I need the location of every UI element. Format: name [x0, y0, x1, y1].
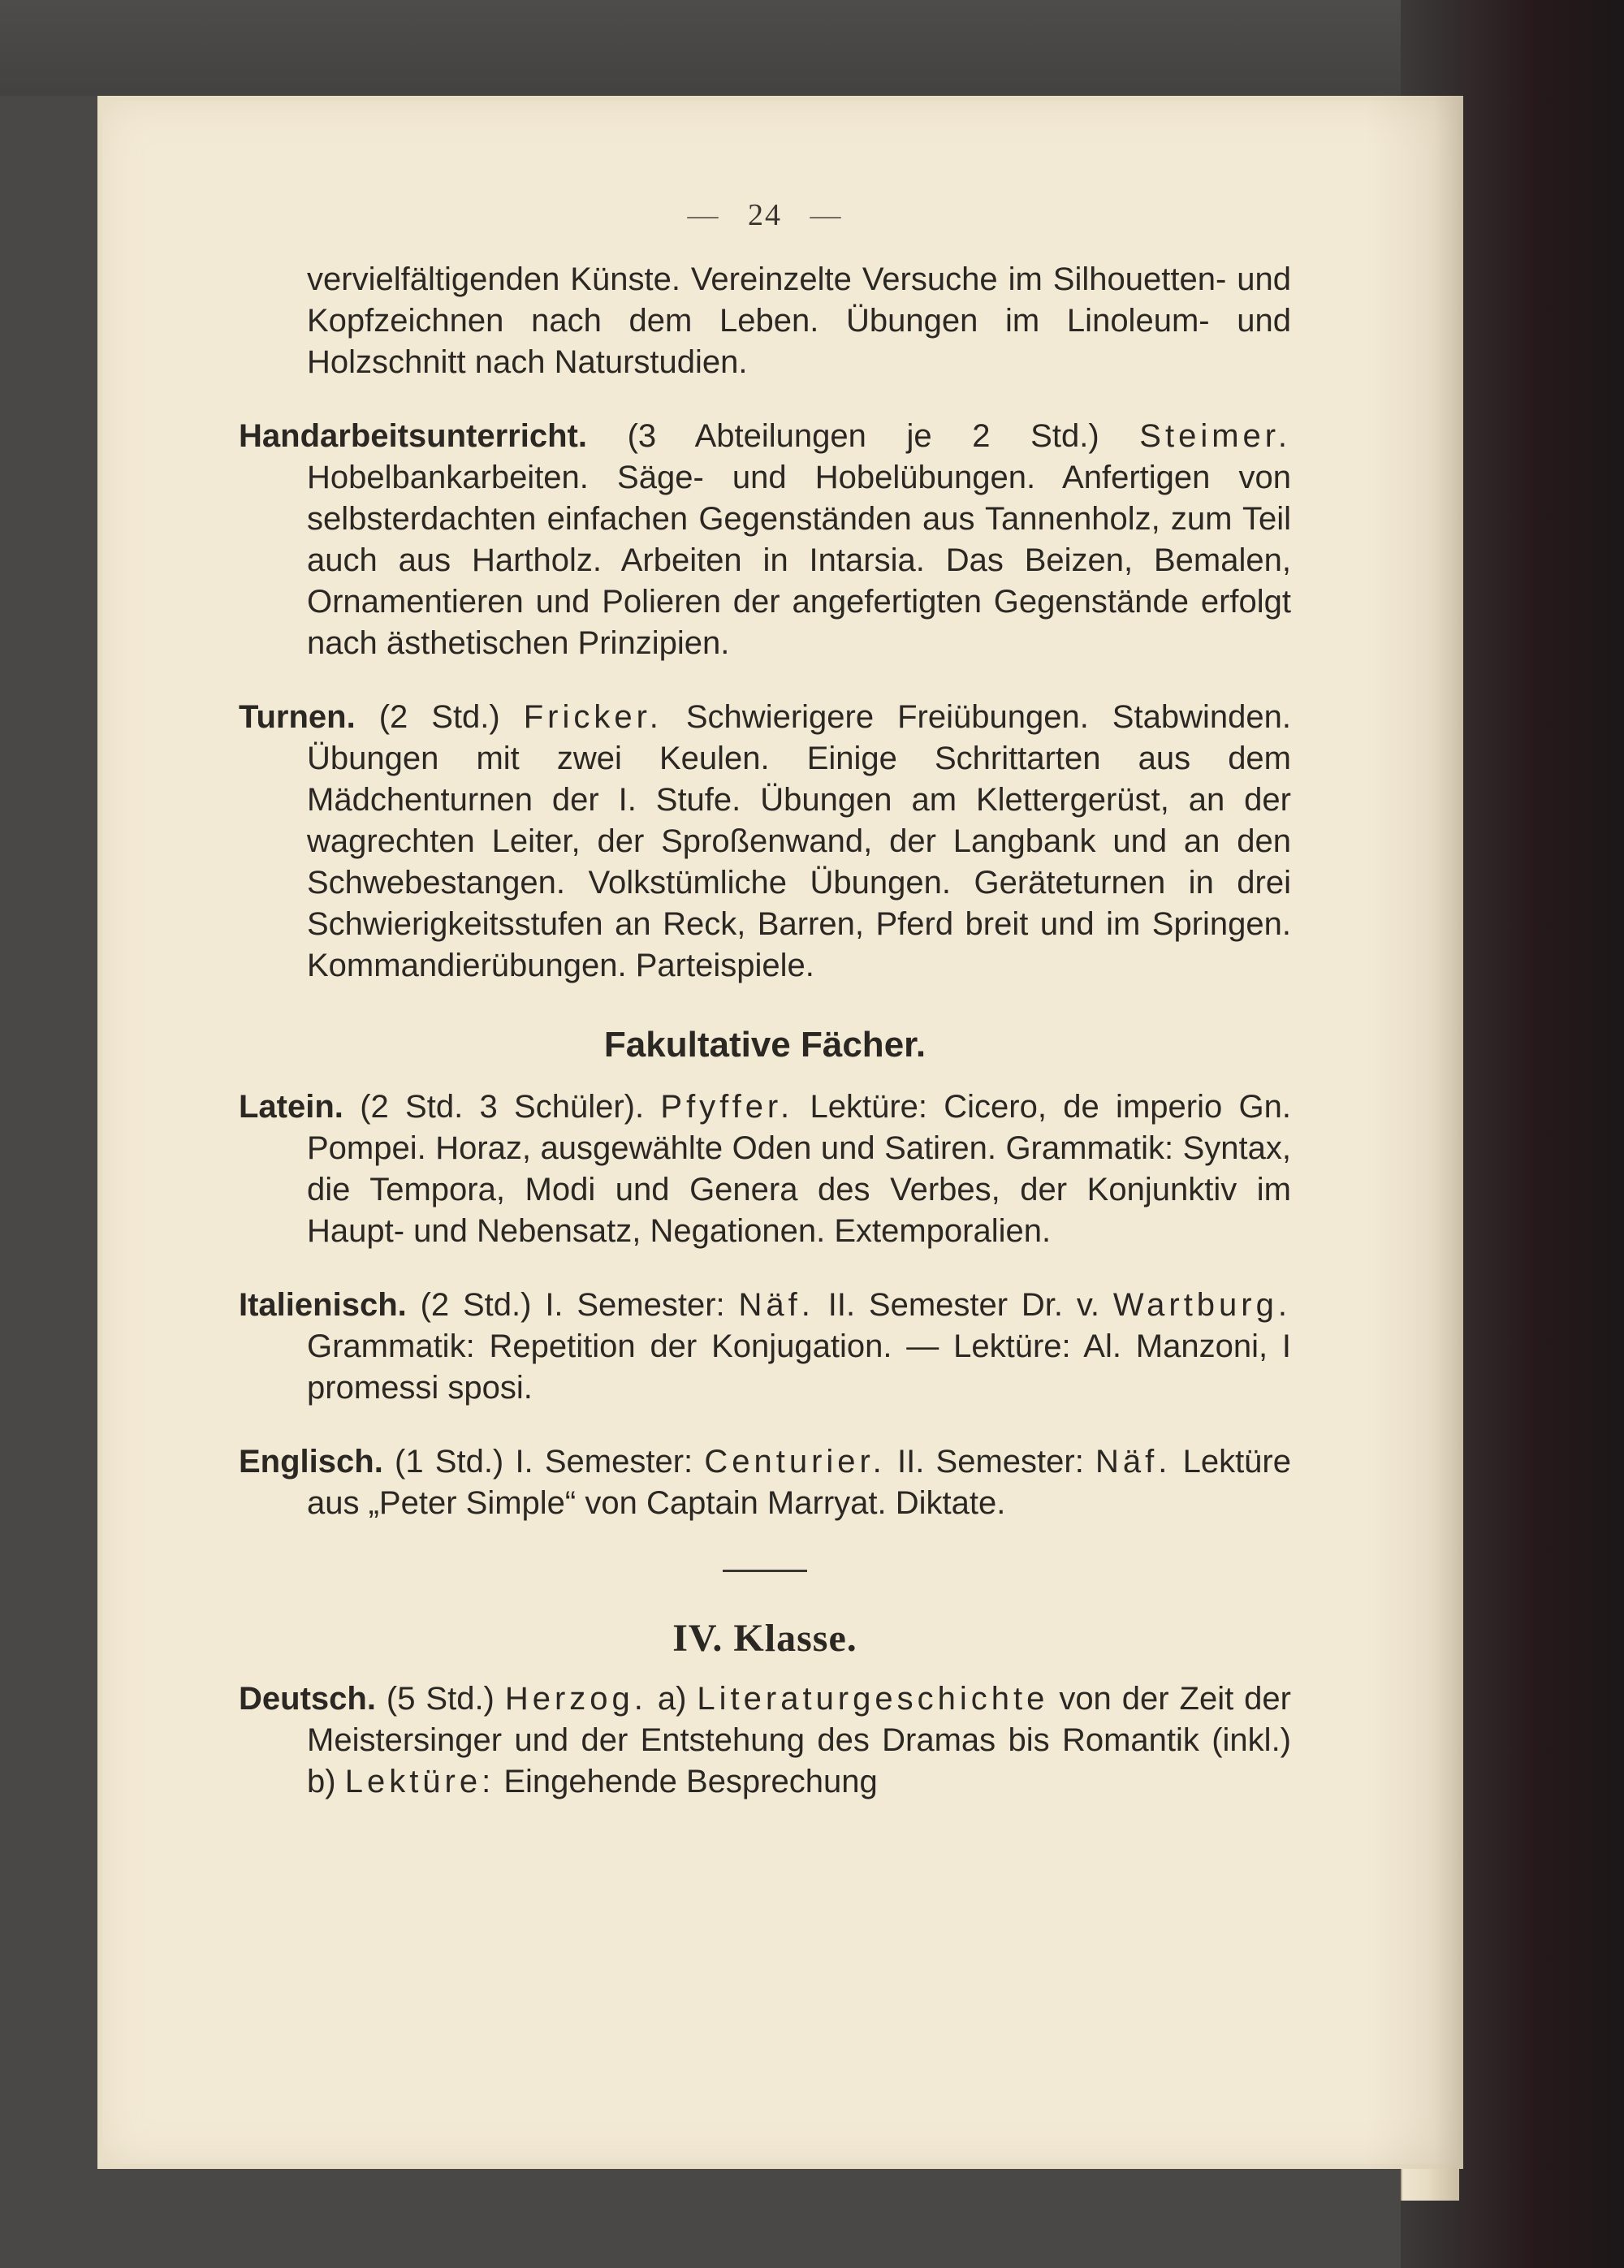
- latein-teacher: Pfyffer.: [660, 1089, 794, 1125]
- turnen-block: [239, 697, 1291, 987]
- handarbeit-description: Hobelbankarbeiten. Säge- und Hobelübungen. Anfertigen von selbsterdachten einfachen Gegenständen aus Tannenholz, zum Teil auch aus Hartholz. Arbeiten in Intarsia. Das Beizen, Bemalen, Ornamentieren und Polieren der angefertigten Gegenstände erfolgt nach ästhetischen Prinzipien.: [307, 460, 1291, 661]
- scan-background-top: [0, 0, 1624, 96]
- italienisch-hours: (2 Std.) I. Semester:: [420, 1287, 725, 1323]
- deutsch-block: [239, 1678, 1291, 1803]
- latein-paragraph: [239, 1086, 1291, 1252]
- deutsch-paragraph: [239, 1678, 1291, 1803]
- page-content: [239, 195, 1291, 1835]
- handarbeit-block: [239, 416, 1291, 664]
- latein-description: Lektüre: Cicero, de imperio Gn. Pompei. Horaz, ausgewählte Oden und Satiren. Grammatik: Syntax, die Tempora, Modi und Genera des Verbes, der Konjunktiv im Haupt- und Nebensatz, Negationen. Extemporalien.: [307, 1089, 1291, 1249]
- turnen-hours: (2 Std.): [378, 699, 500, 735]
- intro-block: [239, 259, 1291, 383]
- deutsch-hours: (5 Std.): [386, 1681, 495, 1717]
- englisch-heading: Englisch.: [239, 1444, 383, 1480]
- italienisch-semester-2: II. Semester Dr. v.: [827, 1287, 1100, 1323]
- deutsch-lektuere: Lektüre:: [344, 1764, 495, 1799]
- turnen-paragraph: [239, 697, 1291, 987]
- class-title: IV. Klasse.: [672, 1617, 857, 1660]
- page-number-dash-left: —: [687, 198, 720, 232]
- page-number-dash-right: —: [810, 198, 843, 232]
- deutsch-literaturgeschichte: Literaturgeschichte: [697, 1681, 1049, 1717]
- turnen-teacher: Fricker.: [523, 699, 663, 735]
- handarbeit-paragraph: [239, 416, 1291, 664]
- intro-text: vervielfältigenden Künste. Vereinzelte Versuche im Silhouetten- und Kopfzeichnen nach dem Leben. Übungen im Linoleum- und Holzschnitt nach Naturstudien.: [307, 261, 1291, 380]
- englisch-teacher-1: Centurier.: [704, 1444, 886, 1480]
- deutsch-description-end: Eingehende Besprechung: [503, 1764, 878, 1799]
- deutsch-teacher: Herzog.: [504, 1681, 647, 1717]
- handarbeit-hours: (3 Abteilungen je 2 Std.): [627, 418, 1099, 454]
- englisch-description: Lektüre aus „Peter Simple“ von Captain Marryat. Diktate.: [307, 1444, 1291, 1521]
- latein-heading: Latein.: [239, 1089, 343, 1125]
- latein-block: [239, 1086, 1291, 1252]
- deutsch-item-a: a): [657, 1681, 687, 1717]
- fakultative-title: Fakultative Fächer.: [603, 1025, 926, 1065]
- handarbeit-teacher: Steimer.: [1139, 418, 1291, 454]
- italienisch-heading: Italienisch.: [239, 1287, 407, 1323]
- italienisch-teacher-2: Wartburg.: [1112, 1287, 1291, 1323]
- italienisch-teacher-1: Näf.: [738, 1287, 814, 1323]
- latein-hours: (2 Std. 3 Schüler).: [360, 1089, 645, 1125]
- englisch-semester-2: II. Semester:: [896, 1444, 1084, 1480]
- turnen-description: Schwierigere Freiübungen. Stabwinden. Übungen mit zwei Keulen. Einige Schrittarten aus dem Mädchenturnen der I. Stufe. Übungen am Klettergerüst, an der wagrechten Leiter, der Sproßenwand, der Langbank und an den Schwebestangen. Volkstümliche Übungen. Geräteturnen in drei Schwierigkeitsstufen an Reck, Barren, Pferd breit und im Springen. Kommandierübungen. Parteispiele.: [307, 699, 1291, 983]
- deutsch-heading: Deutsch.: [239, 1681, 376, 1717]
- italienisch-block: [239, 1285, 1291, 1409]
- englisch-paragraph: [239, 1441, 1291, 1524]
- section-divider: [723, 1570, 807, 1572]
- italienisch-description: Grammatik: Repetition der Konjugation. — Lektüre: Al. Manzoni, I promessi sposi.: [307, 1328, 1291, 1406]
- deutsch-description: von der Zeit der Meistersinger und der Entstehung des Dramas bis Romantik (inkl.) b): [307, 1681, 1291, 1799]
- italienisch-paragraph: [239, 1285, 1291, 1409]
- englisch-hours: (1 Std.) I. Semester:: [395, 1444, 693, 1480]
- page-fold-shadow: [1366, 96, 1463, 2169]
- englisch-teacher-2: Näf.: [1095, 1444, 1172, 1480]
- handarbeit-heading: Handarbeitsunterricht.: [239, 418, 587, 454]
- page-number: [239, 195, 1291, 236]
- turnen-heading: Turnen.: [239, 699, 356, 735]
- englisch-block: [239, 1441, 1291, 1524]
- page-number-value: 24: [748, 198, 782, 232]
